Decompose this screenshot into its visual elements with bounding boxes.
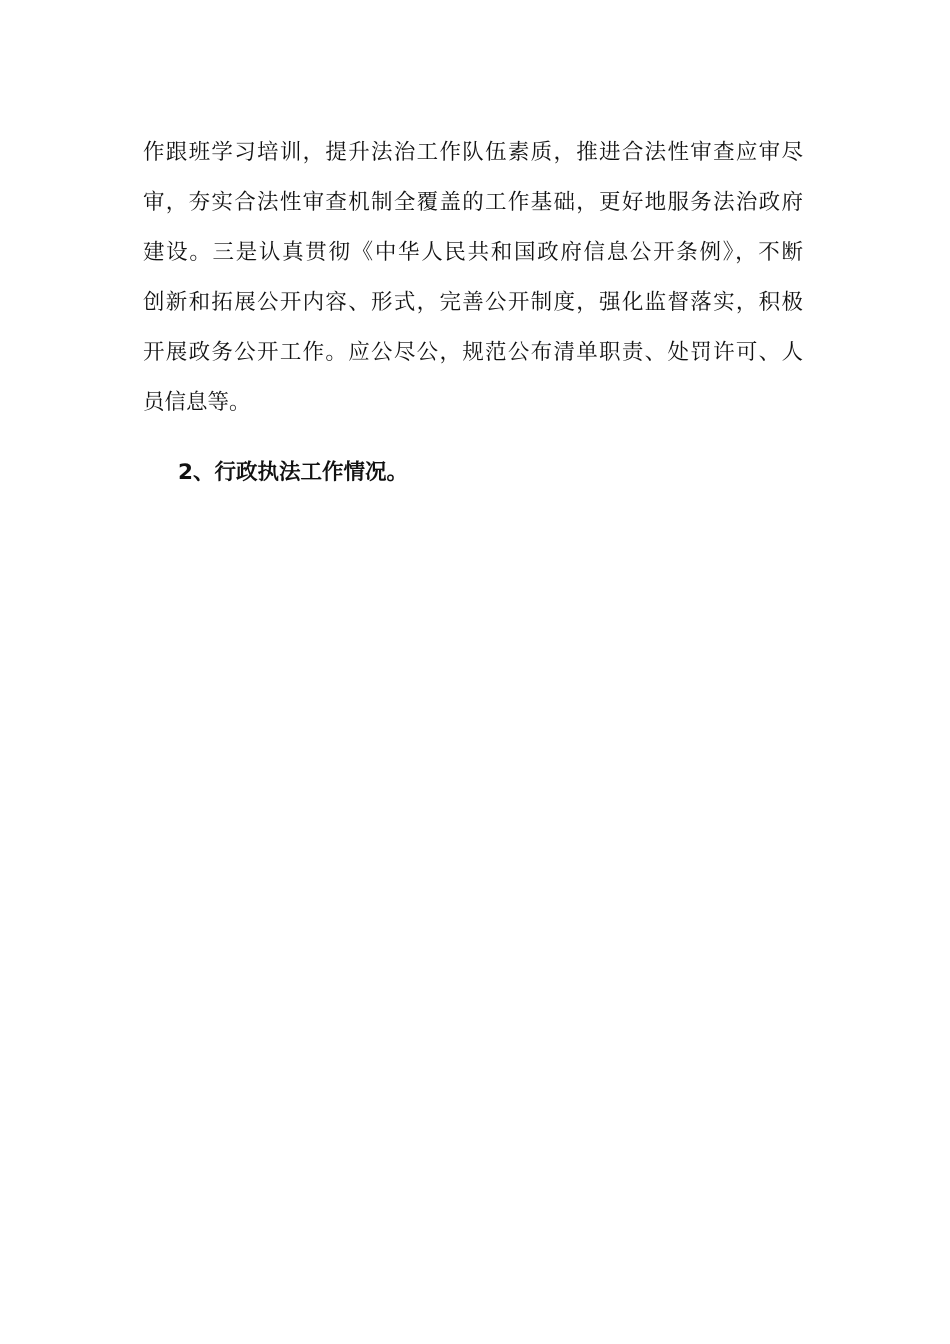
paragraph-line-1: 作跟班学习培训，提升法治工作队伍素质，推进合法性审查应审尽 [143, 140, 803, 165]
section-heading: 2、行政执法工作情况。 [178, 460, 408, 485]
paragraph-line-4: 创新和拓展公开内容、形式，完善公开制度，强化监督落实，积极 [143, 290, 803, 315]
paragraph-line-3: 建设。三是认真贯彻《中华人民共和国政府信息公开条例》，不断 [143, 240, 803, 265]
body-paragraph [143, 128, 803, 428]
paragraph-line-5: 开展政务公开工作。应公尽公，规范公布清单职责、处罚许可、人 [143, 340, 803, 365]
paragraph-line-2: 审，夯实合法性审查机制全覆盖的工作基础，更好地服务法治政府 [143, 190, 803, 215]
paragraph-line-6: 员信息等。 [143, 390, 251, 415]
